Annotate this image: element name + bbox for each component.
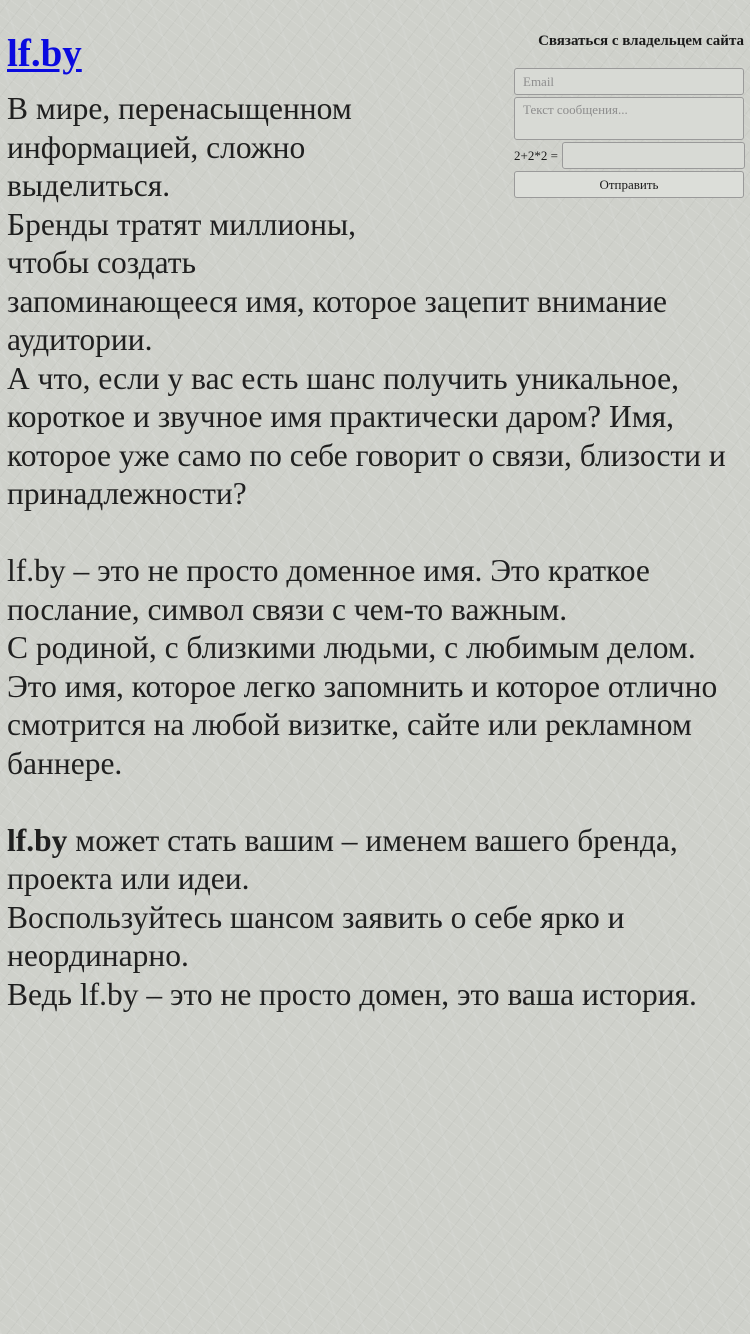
intro-line-3: выделиться. xyxy=(7,168,171,203)
domain-name-bold: lf.by xyxy=(7,822,68,858)
homeland-paragraph: С родиной, с близкими людьми, с любимым делом. xyxy=(7,630,696,665)
memorable-paragraph: Это имя, которое легко запомнить и которое отлично смотрится на любой визитке, сайте или рекламном баннере. xyxy=(7,668,718,781)
intro-paragraph xyxy=(7,90,745,206)
domain-paragraph: lf.by – это не просто доменное имя. Это краткое послание, символ связи с чем-то важным. xyxy=(7,553,650,627)
main-content xyxy=(7,90,745,1014)
site-logo-link[interactable]: lf.by xyxy=(7,32,82,75)
contact-form-title: Связаться с владельцем сайта xyxy=(538,33,744,49)
submit-button[interactable]: Отправить xyxy=(514,171,744,198)
brands-line-2: чтобы создать xyxy=(7,245,196,280)
spacer xyxy=(7,514,745,553)
intro-line-2: информацией, сложно xyxy=(7,129,306,165)
captcha-label: 2+2*2 = xyxy=(514,147,558,163)
become-yours-paragraph xyxy=(7,822,745,899)
intro-line-1: В мире, перенасыщенном xyxy=(7,91,352,126)
brands-line-1: Бренды тратят миллионы, xyxy=(7,206,357,242)
use-chance-paragraph: Воспользуйтесь шансом заявить о себе ярко и неординарно. xyxy=(7,899,625,973)
become-yours-text: может стать вашим – именем вашего бренда, проекта или идеи. xyxy=(7,822,678,896)
brands-paragraph xyxy=(7,206,745,360)
chance-paragraph: А что, если у вас есть шанс получить уникальное, короткое и звучное имя практически даром? Имя, которое уже само по себе говорит о связи, близости и принадлежности? xyxy=(7,360,726,511)
your-story-paragraph: Ведь lf.by – это не просто домен, это ваша история. xyxy=(7,976,697,1012)
brands-line-rest: запоминающееся имя, которое зацепит внимание аудитории. xyxy=(7,283,668,357)
spacer xyxy=(7,783,745,822)
